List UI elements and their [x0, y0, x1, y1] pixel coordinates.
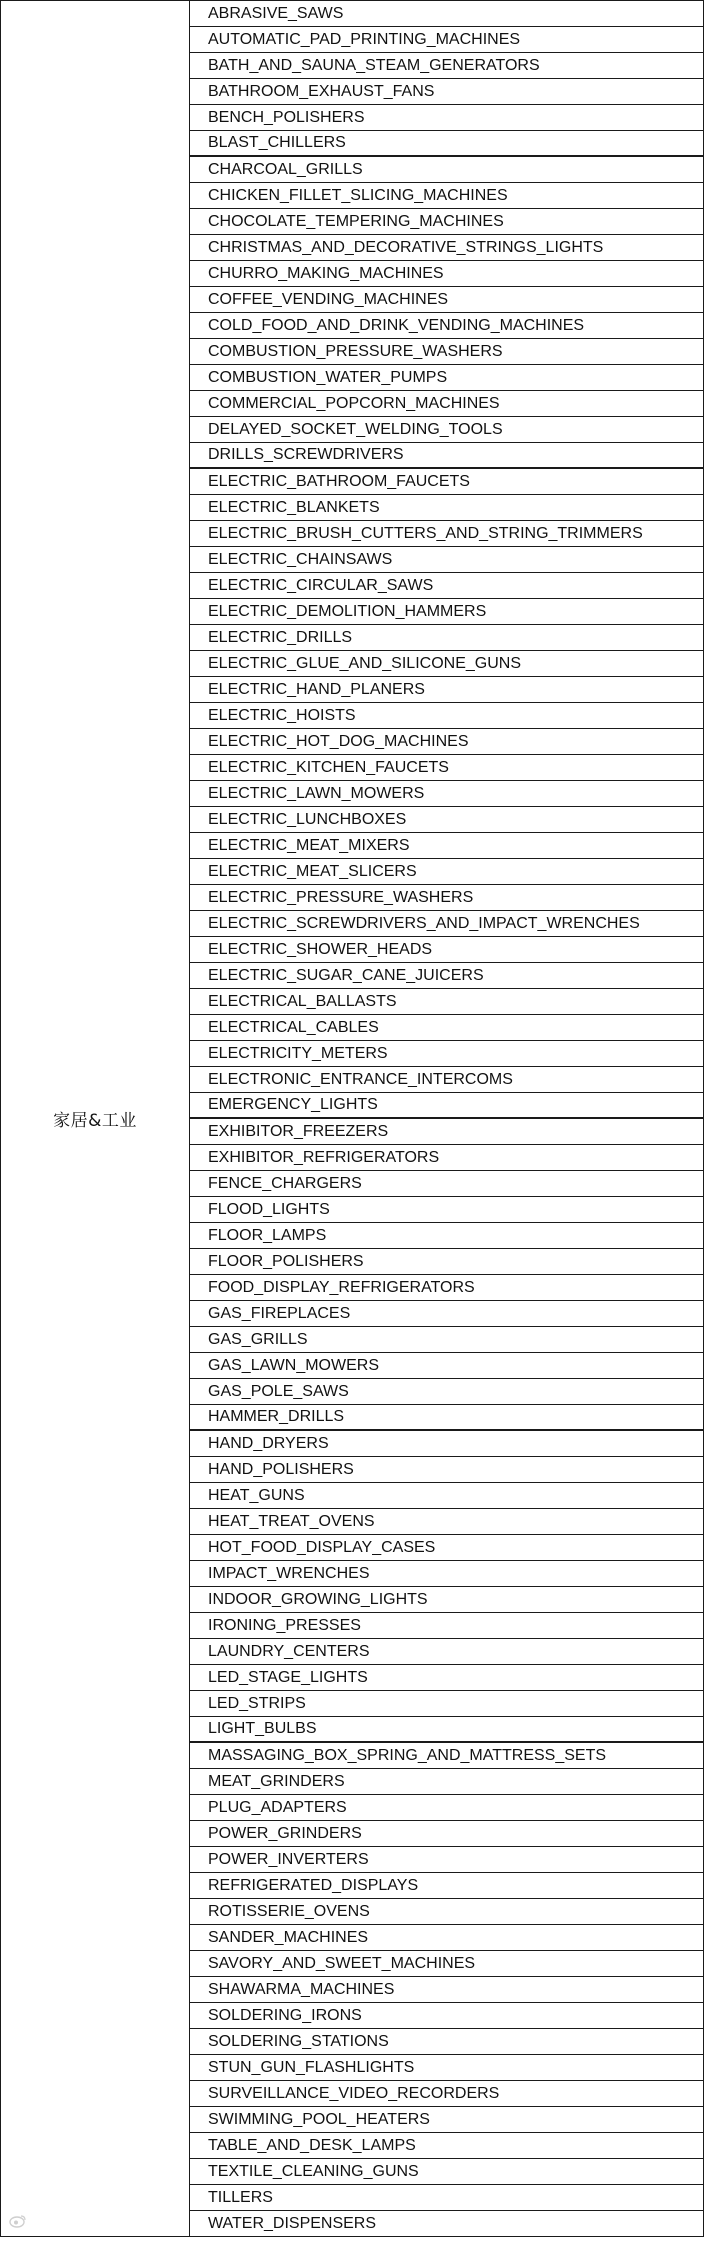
- table-row: SURVEILLANCE_VIDEO_RECORDERS: [190, 2081, 703, 2107]
- table-row: SOLDERING_IRONS: [190, 2003, 703, 2029]
- table-row: ELECTRIC_HAND_PLANERS: [190, 677, 703, 703]
- table-row: COFFEE_VENDING_MACHINES: [190, 287, 703, 313]
- table-row: EXHIBITOR_FREEZERS: [190, 1119, 703, 1145]
- table-row: FLOOD_LIGHTS: [190, 1197, 703, 1223]
- table-row: FLOOR_POLISHERS: [190, 1249, 703, 1275]
- table-row: BATHROOM_EXHAUST_FANS: [190, 79, 703, 105]
- table-row: LAUNDRY_CENTERS: [190, 1639, 703, 1665]
- table-row: GAS_FIREPLACES: [190, 1301, 703, 1327]
- table-row: SANDER_MACHINES: [190, 1925, 703, 1951]
- table-row: ELECTRIC_BATHROOM_FAUCETS: [190, 469, 703, 495]
- table-row: ELECTRIC_GLUE_AND_SILICONE_GUNS: [190, 651, 703, 677]
- table-row: HAMMER_DRILLS: [190, 1405, 703, 1431]
- watermark-icon: [9, 2214, 27, 2228]
- table-row: ELECTRIC_MEAT_SLICERS: [190, 859, 703, 885]
- table-row: SAVORY_AND_SWEET_MACHINES: [190, 1951, 703, 1977]
- table-row: HAND_POLISHERS: [190, 1457, 703, 1483]
- table-row: HAND_DRYERS: [190, 1431, 703, 1457]
- table-row: ELECTRIC_BRUSH_CUTTERS_AND_STRING_TRIMMERS: [190, 521, 703, 547]
- table-row: TEXTILE_CLEANING_GUNS: [190, 2159, 703, 2185]
- table-row: LIGHT_BULBS: [190, 1717, 703, 1743]
- table-row: CHURRO_MAKING_MACHINES: [190, 261, 703, 287]
- table-row: FLOOR_LAMPS: [190, 1223, 703, 1249]
- table-row: ELECTRIC_MEAT_MIXERS: [190, 833, 703, 859]
- table-row: FOOD_DISPLAY_REFRIGERATORS: [190, 1275, 703, 1301]
- table-row: DELAYED_SOCKET_WELDING_TOOLS: [190, 417, 703, 443]
- table-row: GAS_POLE_SAWS: [190, 1379, 703, 1405]
- table-row: GAS_LAWN_MOWERS: [190, 1353, 703, 1379]
- table-row: REFRIGERATED_DISPLAYS: [190, 1873, 703, 1899]
- table-row: ELECTRIC_KITCHEN_FAUCETS: [190, 755, 703, 781]
- table-row: HEAT_TREAT_OVENS: [190, 1509, 703, 1535]
- table-row: POWER_GRINDERS: [190, 1821, 703, 1847]
- table-row: TABLE_AND_DESK_LAMPS: [190, 2133, 703, 2159]
- table-row: BENCH_POLISHERS: [190, 105, 703, 131]
- table-row: MEAT_GRINDERS: [190, 1769, 703, 1795]
- table-row: BATH_AND_SAUNA_STEAM_GENERATORS: [190, 53, 703, 79]
- table-row: EXHIBITOR_REFRIGERATORS: [190, 1145, 703, 1171]
- table-row: HEAT_GUNS: [190, 1483, 703, 1509]
- table-row: ABRASIVE_SAWS: [190, 1, 703, 27]
- table-row: LED_STRIPS: [190, 1691, 703, 1717]
- table-row: ELECTRICAL_CABLES: [190, 1015, 703, 1041]
- table-row: POWER_INVERTERS: [190, 1847, 703, 1873]
- table-row: INDOOR_GROWING_LIGHTS: [190, 1587, 703, 1613]
- table-row: CHOCOLATE_TEMPERING_MACHINES: [190, 209, 703, 235]
- table-row: COMMERCIAL_POPCORN_MACHINES: [190, 391, 703, 417]
- table-row: DRILLS_SCREWDRIVERS: [190, 443, 703, 469]
- table-row: FENCE_CHARGERS: [190, 1171, 703, 1197]
- table-row: CHICKEN_FILLET_SLICING_MACHINES: [190, 183, 703, 209]
- table-row: ELECTRICAL_BALLASTS: [190, 989, 703, 1015]
- table-row: ELECTRIC_SCREWDRIVERS_AND_IMPACT_WRENCHES: [190, 911, 703, 937]
- table-row: ELECTRIC_HOT_DOG_MACHINES: [190, 729, 703, 755]
- table-row: WATER_DISPENSERS: [190, 2211, 703, 2237]
- table-row: ELECTRIC_HOISTS: [190, 703, 703, 729]
- table-row: CHRISTMAS_AND_DECORATIVE_STRINGS_LIGHTS: [190, 235, 703, 261]
- table-row: ELECTRIC_PRESSURE_WASHERS: [190, 885, 703, 911]
- table-row: SOLDERING_STATIONS: [190, 2029, 703, 2055]
- table-row: ELECTRIC_CIRCULAR_SAWS: [190, 573, 703, 599]
- table-row: PLUG_ADAPTERS: [190, 1795, 703, 1821]
- table-row: ELECTRIC_SHOWER_HEADS: [190, 937, 703, 963]
- table-row: SWIMMING_POOL_HEATERS: [190, 2107, 703, 2133]
- table-row: IMPACT_WRENCHES: [190, 1561, 703, 1587]
- table-row: BLAST_CHILLERS: [190, 131, 703, 157]
- category-cell: [0, 1, 190, 2237]
- table-row: TILLERS: [190, 2185, 703, 2211]
- table-row: ELECTRIC_DRILLS: [190, 625, 703, 651]
- table-row: MASSAGING_BOX_SPRING_AND_MATTRESS_SETS: [190, 1743, 703, 1769]
- table-row: ELECTRIC_BLANKETS: [190, 495, 703, 521]
- table-row: CHARCOAL_GRILLS: [190, 157, 703, 183]
- table-row: IRONING_PRESSES: [190, 1613, 703, 1639]
- table-row: STUN_GUN_FLASHLIGHTS: [190, 2055, 703, 2081]
- table-row: ELECTRIC_LAWN_MOWERS: [190, 781, 703, 807]
- table-row: COLD_FOOD_AND_DRINK_VENDING_MACHINES: [190, 313, 703, 339]
- table-row: GAS_GRILLS: [190, 1327, 703, 1353]
- table-row: AUTOMATIC_PAD_PRINTING_MACHINES: [190, 27, 703, 53]
- table-row: ELECTRONIC_ENTRANCE_INTERCOMS: [190, 1067, 703, 1093]
- table-row: LED_STAGE_LIGHTS: [190, 1665, 703, 1691]
- item-list: [190, 1, 704, 2237]
- table-row: ELECTRIC_DEMOLITION_HAMMERS: [190, 599, 703, 625]
- table-row: ELECTRICITY_METERS: [190, 1041, 703, 1067]
- table-row: ROTISSERIE_OVENS: [190, 1899, 703, 1925]
- category-label: 家居&工业: [53, 1111, 137, 1131]
- table-row: HOT_FOOD_DISPLAY_CASES: [190, 1535, 703, 1561]
- table-row: SHAWARMA_MACHINES: [190, 1977, 703, 2003]
- table-row: ELECTRIC_CHAINSAWS: [190, 547, 703, 573]
- table-row: EMERGENCY_LIGHTS: [190, 1093, 703, 1119]
- table-row: ELECTRIC_SUGAR_CANE_JUICERS: [190, 963, 703, 989]
- table-row: ELECTRIC_LUNCHBOXES: [190, 807, 703, 833]
- table-row: COMBUSTION_PRESSURE_WASHERS: [190, 339, 703, 365]
- table-row: COMBUSTION_WATER_PUMPS: [190, 365, 703, 391]
